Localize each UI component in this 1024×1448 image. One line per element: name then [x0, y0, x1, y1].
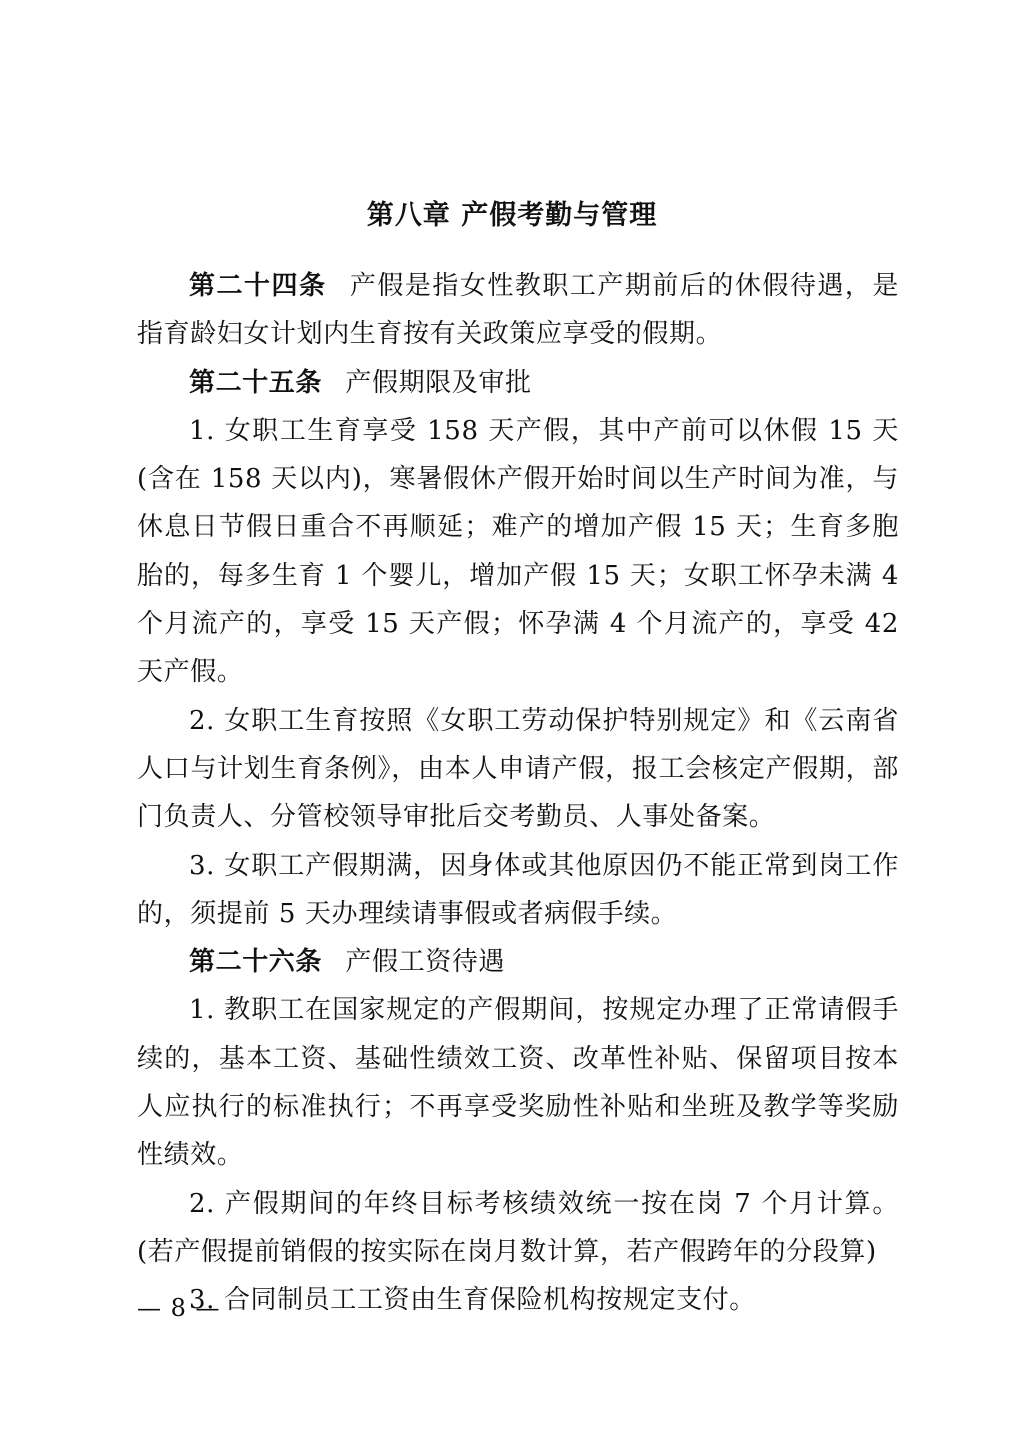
article-26-heading: 产假工资待遇 [345, 947, 506, 978]
article-26-item-1: 1. 教职工在国家规定的产假期间，按规定办理了正常请假手续的，基本工资、基础性绩效工资、改革性补贴、保留项目按本人应执行的标准执行；不再享受奖励性补贴和坐班及教学等奖励性绩效。 [137, 995, 899, 1171]
article-25-heading: 产假期限及审批 [345, 367, 532, 398]
article-26-item-2: 2. 产假期间的年终目标考核绩效统一按在岗 7 个月计算。(若产假提前销假的按实际在岗月数计算，若产假跨年的分段算) [137, 1188, 899, 1267]
article-26-number: 第二十六条 [189, 947, 323, 978]
article-25-item-2: 2. 女职工生育按照《女职工劳动保护特别规定》和《云南省人口与计划生育条例》，由本人申请产假，报工会核定产假期，部门负责人、分管校领导审批后交考勤员、人事处备案。 [137, 705, 899, 833]
article-25-item-3: 3. 女职工产假期满，因身体或其他原因仍不能正常到岗工作的，须提前 5 天办理续请事假或者病假手续。 [137, 850, 899, 929]
article-24-text: 产假是指女性教职工产期前后的休假待遇，是指育龄妇女计划内生育按有关政策应享受的假期。 [137, 271, 899, 350]
page-number: — 8 — [137, 1294, 221, 1322]
article-24-number: 第二十四条 [189, 271, 327, 301]
article-24-paragraph [137, 262, 899, 359]
article-25-item-1: 1. 女职工生育享受 158 天产假，其中产前可以休假 15 天(含在 158 天以内)，寒暑假休产假开始时间以生产时间为准，与休息日节假日重合不再顺延；难产的增加产假 15 天；生育多胞胎的，每多生育 1 个婴儿，增加产假 15 天；女职工怀孕未满 4 个月流产的，享受 15 天产假；怀孕满 4 个月流产的，享受 42 天产假。 [137, 415, 899, 688]
article-26-item-3: 3. 合同制员工工资由生育保险机构按规定支付。 [189, 1285, 756, 1316]
document-body [137, 262, 899, 1325]
article-25-paragraph [137, 359, 899, 407]
article-25-number: 第二十五条 [189, 367, 323, 398]
chapter-title: 第八章 产假考勤与管理 [366, 200, 658, 231]
article-26-paragraph [137, 938, 899, 986]
